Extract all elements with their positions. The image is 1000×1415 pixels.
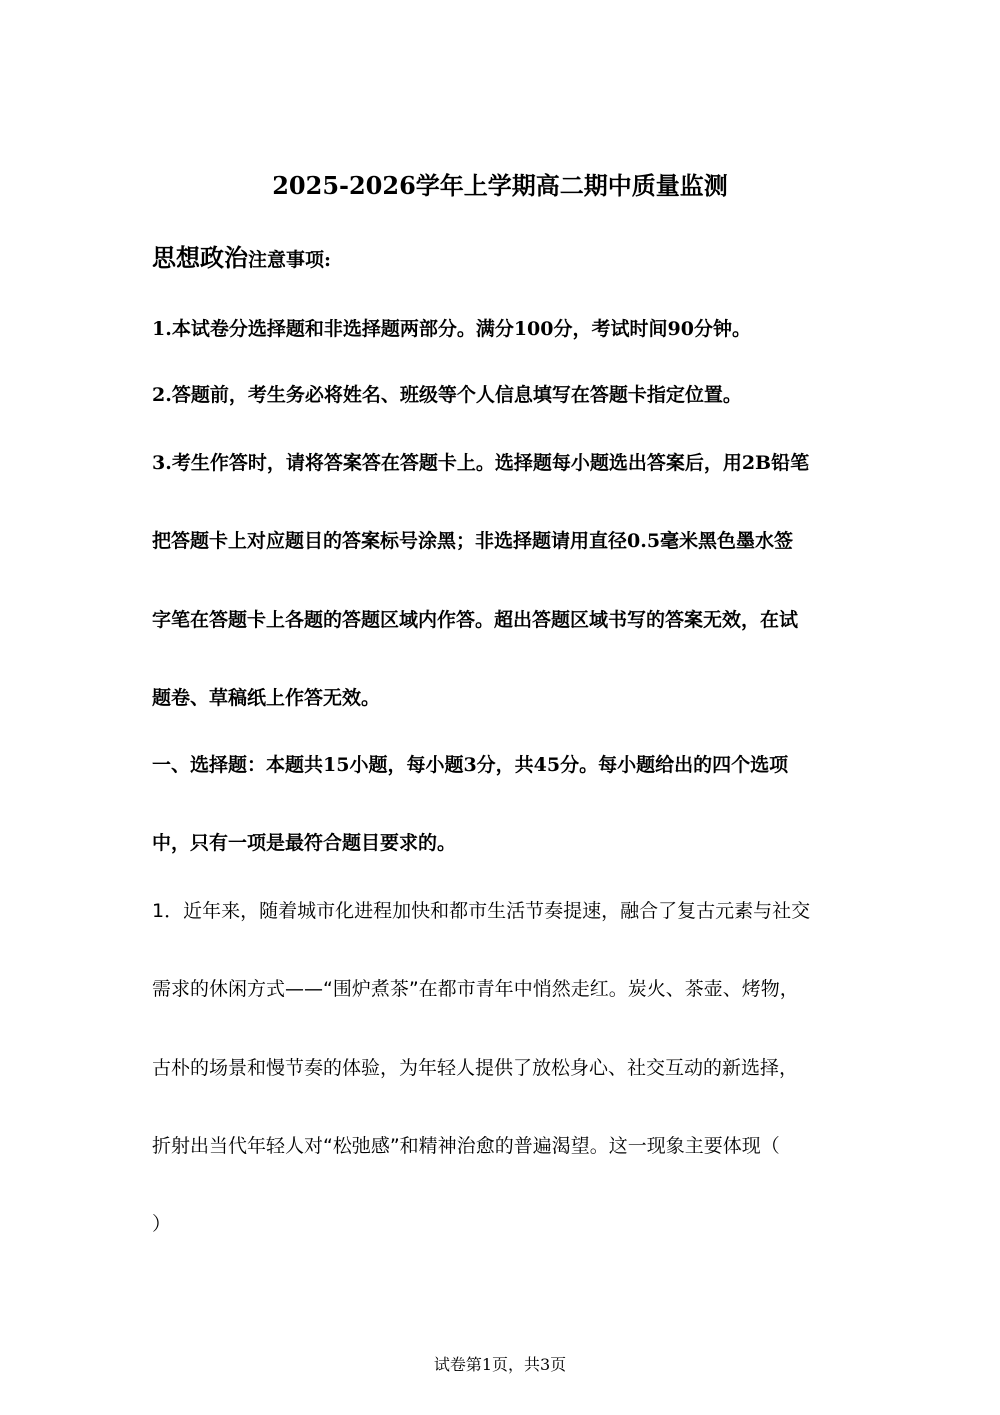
page-footer: 试卷第1页，共3页: [433, 1355, 567, 1374]
notice-label: 注意事项:: [248, 249, 332, 271]
exam-title: 2025-2026学年上学期高二期中质量监测: [272, 171, 728, 200]
question-1-line-3: 古朴的场景和慢节奏的体验，为年轻人提供了放松身心、社交互动的新选择，: [152, 1057, 799, 1079]
question-1-line-4: 折射出当代年轻人对“松弛感”和精神治愈的普遍渴望。这一现象主要体现（: [152, 1135, 780, 1157]
question-1-line-1: 1．近年来，随着城市化进程加快和都市生活节奏提速，融合了复古元素与社交: [152, 900, 811, 922]
section-heading-line-1: 一、选择题：本题共15小题，每小题3分，共45分。每小题给出的四个选项: [152, 754, 789, 776]
notice-item-3-line-1: 3.考生作答时，请将答案答在答题卡上。选择题每小题选出答案后，用2B铅笔: [152, 452, 810, 474]
notice-item-1: 1.本试卷分选择题和非选择题两部分。满分100分，考试时间90分钟。: [152, 318, 751, 340]
question-1-line-2: 需求的休闲方式——“围炉煮茶”在都市青年中悄然走红。炭火、茶壶、烤物，: [152, 978, 799, 1000]
notice-item-3-line-4: 题卷、草稿纸上作答无效。: [152, 687, 381, 709]
notice-item-2: 2.答题前，考生务必将姓名、班级等个人信息填写在答题卡指定位置。: [152, 384, 742, 406]
subject-row: [152, 240, 331, 279]
subject-name: 思想政治: [152, 244, 248, 272]
notice-item-3-line-2: 把答题卡上对应题目的答案标号涂黑；非选择题请用直径0.5毫米黑色墨水签: [152, 530, 794, 552]
question-1-line-5: ）: [152, 1213, 172, 1235]
notice-item-3-line-3: 字笔在答题卡上各题的答题区域内作答。超出答题区域书写的答案无效，在试: [152, 609, 799, 631]
section-heading-line-2: 中，只有一项是最符合题目要求的。: [152, 832, 457, 854]
